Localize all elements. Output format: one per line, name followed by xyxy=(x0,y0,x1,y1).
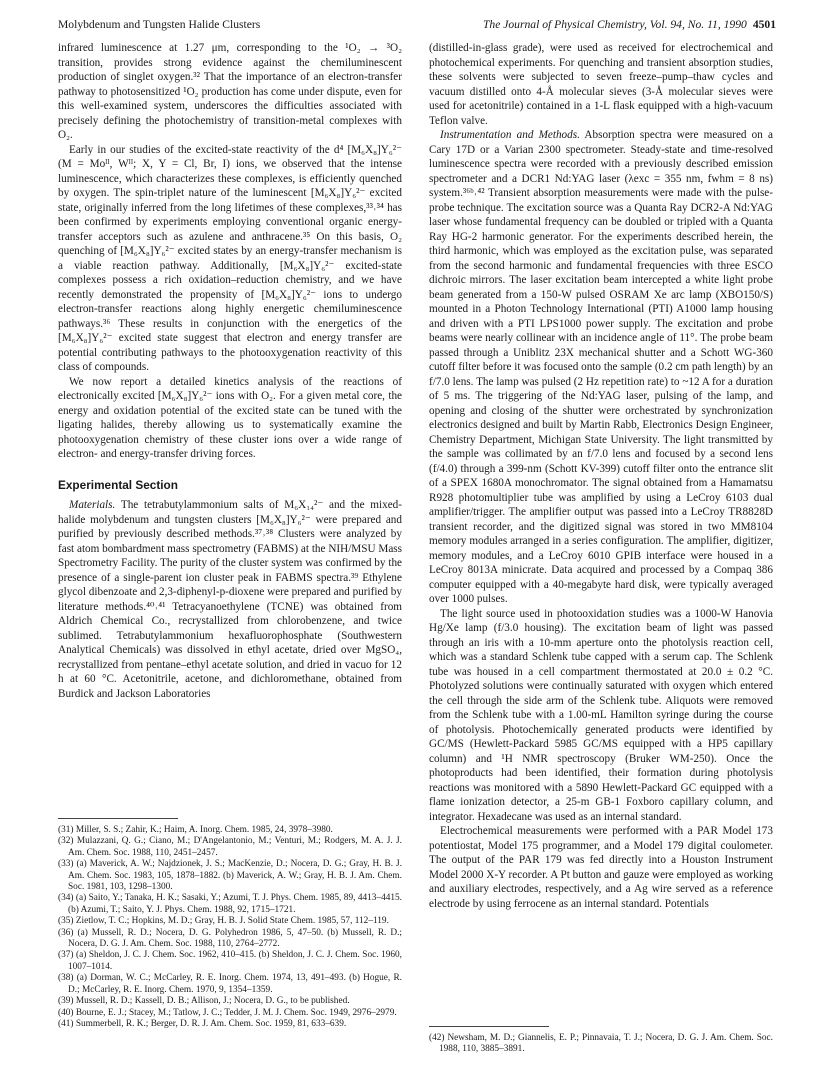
paragraph: We now report a detailed kinetics analysis of the reactions of electronically excited [M₆X₈]Y₆²⁻ ions with O₂. For a given metal core, the energy and oxidation potential of the excited state can be tuned with the ligating halides, thereby allowing us to systematically examine the photooxygenation chemistry of these cluster ions over a wide range of electron- and energy-transfer driving forces. xyxy=(58,375,402,460)
reference: (41) Summerbell, R. K.; Berger, D. R. J. Am. Chem. Soc. 1959, 81, 633–639. xyxy=(58,1018,347,1029)
running-title: Molybdenum and Tungsten Halide Clusters xyxy=(58,18,261,31)
reference: (42) Newsham, M. D.; Giannelis, E. P.; Pinnavaia, T. J.; Nocera, D. G. J. Am. Chem. Soc. 1988, 110, 3885–3891. xyxy=(429,1033,773,1055)
reference: (32) Mulazzani, Q. G.; Ciano, M.; D'Angelantonio, M.; Venturi, M.; Rodgers, M. A. J. J. Am. Chem. Soc. 1988, 110, 2451–2457. xyxy=(58,836,402,858)
reference: (39) Mussell, R. D.; Kassell, D. B.; Allison, J.; Nocera, D. G., to be published. xyxy=(58,996,350,1007)
page-number: 4501 xyxy=(752,18,776,31)
reference: (31) Miller, S. S.; Zahir, K.; Haim, A. Inorg. Chem. 1985, 24, 3978–3980. xyxy=(58,825,333,835)
footnotes-left xyxy=(58,818,402,1030)
section-heading: Experimental Section xyxy=(58,477,178,492)
reference: (35) Zietlow, T. C.; Hopkins, M. D.; Gray, H. B. J. Solid State Chem. 1985, 57, 112–119. xyxy=(58,916,389,927)
reference: (33) (a) Maverick, A. W.; Najdzionek, J. S.; MacKenzie, D.; Nocera, D. G.; Gray, H. B. J. Am. Chem. Soc. 1983, 105, 1878–1882. (b) Maverick, A. W.; Gray, H. B. J. Am. Chem. Soc. 1981, 103, 1298–1300. xyxy=(58,859,402,893)
reference: (38) (a) Dorman, W. C.; McCarley, R. E. Inorg. Chem. 1974, 13, 491–493. (b) Hogue, R. D.; McCarley, R. E. Inorg. Chem. 1970, 9, 1354–1359. xyxy=(58,973,402,995)
paragraph: The light source used in photooxidation studies was a 1000-W Hanovia Hg/Xe lamp (f/3.0 housing). The excitation beam of light was passed through an iris with a 10-mm aperture onto the photolysis reaction cell, which was a standard Schlenk tube capped with a serum cap. The Schlenk tube was housed in a cell compartment thermostated at 20.0 ± 0.2 °C. Photolyzed solutions were continually saturated with oxygen which entered the cell through the side arm of the Schlenk tube. Aliquots were removed from the Schlenk tube with a 1.00-mL Hamilton syringe during the course of photolysis. Photochemically generated products were identified by GC/MS (Hewlett-Packard 5985 GC/MS equipped with a HP5 capillary column) and ¹H NMR spectroscopy (Bruker WM-250). Once the photoproducts had been identified, their formation during photolysis reactions was monitored with a 5890 Hewlett-Packard GC equipped with a flame ionization detector, a 25-m GB-1 Foxboro capillary column, and integrator. Hexadecane was used as an internal standard. xyxy=(429,607,773,823)
paragraph xyxy=(429,128,773,607)
paragraph: Electrochemical measurements were performed with a PAR Model 173 potentiostat, Model 175 programmer, and a Model 179 digital coulometer. The output of the PAR 179 was fed directly into a Houston Instrument Model 2000 X-Y recorder. A Pt button and gauze were employed as working and auxiliary electrodes, respectively, and a Ag wire served as a reference electrode by using ferrocene as an internal standard. Potentials xyxy=(429,825,773,910)
reference: (34) (a) Saito, Y.; Tanaka, H. K.; Sasaki, Y.; Azumi, T. J. Phys. Chem. 1985, 89, 4413–4415. (b) Azumi, T.; Saito, Y. J. Phys. Chem. 1988, 92, 1715–1721. xyxy=(58,893,402,915)
footnote-rule xyxy=(429,1026,549,1027)
reference: (40) Bourne, E. J.; Stacey, M.; Tatlow, J. C.; Tedder, J. M. J. Chem. Soc. 1949, 2976–2979. xyxy=(58,1007,397,1018)
journal-citation xyxy=(483,18,776,32)
paragraph-text: Absorption spectra were measured on a Cary 17D or a Varian 2300 spectrometer. Steady-state and time-resolved luminescence spectra were recorded with a previously described emission spectrometer and a DCR1 Nd:YAG laser (λexc = 355 nm, fwhm = 8 ns) system.³⁶ᵇ˒⁴² Transient absorption measurements were made with the pulse-probe technique. The excitation source was a Quanta Ray DCR2-A Nd:YAG laser whose fundamental frequency can be doubled or tripled with a Quanta Ray HG-2 harmonic generator. For the experiments described herein, the third harmonic, which was employed as the excitation pulse, was separated from the second harmonic and fundamental frequencies with three ESCO dichroic mirrors. The laser excitation beam intercepted a white light probe beam generated from a 150-W pulsed OSRAM Xe arc lamp (XBO150/S) mounted in a Photon Technology International (PTI) A1000 lamp housing and driven with a PTI LPS1000 power supply. The excitation and probe beams were nearly collinear with an incidence angle of 11°. The probe beam passed through a Uniblitz 23X mechanical shutter and a Schott WG-360 cutoff filter before it was focused onto the sample (0.2 cm path length) by an f/7.0 lens. The lamp was pulsed (2 Hz repetition rate) to ~12 A for a duration of 5 ms. The triggering of the Nd:YAG laser, pulsing of the lamp, and opening and closing of the shutter were orchestrated by synchronization electronics designed and built by Martin Rabb, Electronics Design Engineer, Chemistry Department, Michigan State University. The light transmitted by the sample was collimated by an f/7.0 lens and focused by a second lens (f/4.0) through a 399-nm (Schott KV-399) cutoff filter onto the entrance slit of a SPEX 1680A monochromator. The signal obtained from a Hamamatsu R928 photomultiplier tube was amplified by using a LeCroy 6103 dual amplifier/trigger. The amplifier output was passed into a LeCroy TR8828D transient recorder, and the digitized signal was stored in two MM8104 memory modules arranged in a series configuration. The amplifier, digitizer, memory modules, and a LeCroy 6010 GPIB interface were housed in a LeCroy 8013A minicrate. Data acquired and processed by a Compaq 386 computer equipped with a 40-megabyte hard disk, were typically averaged over 1000 pulses. xyxy=(429,129,773,605)
run-in-heading: Instrumentation and Methods. xyxy=(440,129,580,141)
right-column xyxy=(429,41,773,911)
reference: (36) (a) Mussell, R. D.; Nocera, D. G. Polyhedron 1986, 5, 47–50. (b) Mussell, R. D.; Nocera, D. G. J. Am. Chem. Soc. 1988, 110, 2764–2772. xyxy=(58,927,402,950)
paragraph: Early in our studies of the excited-state reactivity of the d⁴ [M₆X₈]Y₆²⁻ (M = Moᴵᴵ, Wᴵᴵ; X, Y = Cl, Br, I) ions, we observed that the intense luminescence, which characterizes these complexes, is efficiently quenched by oxygen. The spin-triplet nature of the luminescent [M₆X₈]Y₆²⁻ excited state, originally inferred from the long lifetimes of these complexes,³³˒³⁴ has been confirmed by experiments employing conventional organic energy-transfer acceptors such as azulene and anthracene.³⁵ On this basis, O₂ quenching of [M₆X₈]Y₆²⁻ excited states by an energy-transfer mechanism is a viable reaction pathway. Additionally, [M₆X₈]Y₆²⁻ excited-state complexes possess a rich oxidation–reduction chemistry, and we have recently demonstrated the propensity of [M₆X₈]Y₆²⁻ ions to undergo electron-transfer reactions along highly energetic chemiluminescence pathways.³⁶ These results in conjunction with the energetics of the [M₆X₈]Y₆²⁻ excited state suggest that electron and energy transfer are potential contributing pathways to the photooxygenation reactivity of this class of compounds. xyxy=(58,143,402,373)
paragraph: (distilled-in-glass grade), were used as received for electrochemical and photochemical experiments. For quenching and transient absorption studies, these solvents were subjected to seven freeze–pump–thaw cycles and vacuum distilled onto 4-Å molecular sieves (3-Å molecular sieves were used for acetonitrile) contained in a 1-L flask equipped with a high-vacuum Teflon valve. xyxy=(429,42,773,127)
footnote-rule xyxy=(58,818,178,819)
journal-name: The Journal of Physical Chemistry, Vol. 94, No. 11, 1990 xyxy=(482,18,747,31)
running-head xyxy=(58,18,776,32)
paragraph: infrared luminescence at 1.27 μm, corresponding to the ¹O₂ → ³O₂ transition, provides strong evidence against the chemiluminescent production of singlet oxygen.³² That the importance of an electron-transfer pathway to photosensitized ¹O₂ production has come under dispute, even for this well-examined system, underscores the difficulties associated with precisely defining the photochemistry of transition-metal complexes with O₂. xyxy=(58,42,402,141)
paragraph xyxy=(58,498,402,701)
run-in-heading: Materials. xyxy=(69,499,116,511)
left-column xyxy=(58,41,402,701)
paragraph-text: The tetrabutylammonium salts of M₆X₁₄²⁻ and the mixed-halide molybdenum and tungsten clusters [M₆X₈]Y₆²⁻ were prepared and purified by previously described methods.³⁷˒³⁸ Clusters were analyzed by fast atom bombardment mass spectrometry (FABMS) at the NIH/MSU Mass Spectrometry Facility. The purity of the cluster system was confirmed by the presence of a single-parent ion cluster peak in FABMS spectra.³⁹ Ethylene glycol dibenzoate and 2,3-diphenyl-p-dioxene were prepared and purified by literature methods.⁴⁰˒⁴¹ Tetracyanoethylene (TCNE) was obtained from Aldrich Chemical Co., recrystallized from chlorobenzene, and twice sublimed. Tetrabutylammonium hexafluorophosphate (Southwestern Analytical Chemicals) was dissolved in ethyl acetate, dried over MgSO₄, recrystallized from pentane–ethyl acetate solution, and dried in vacuo for 12 h at 60 °C. Acetonitrile, acetone, and dichloromethane, obtained from Burdick and Jackson Laboratories xyxy=(58,499,402,700)
footnotes-right xyxy=(429,1026,773,1056)
reference: (37) (a) Sheldon, J. C. J. Chem. Soc. 1962, 410–415. (b) Sheldon, J. C. J. Chem. Soc. 1960, 1007–1014. xyxy=(58,950,402,972)
